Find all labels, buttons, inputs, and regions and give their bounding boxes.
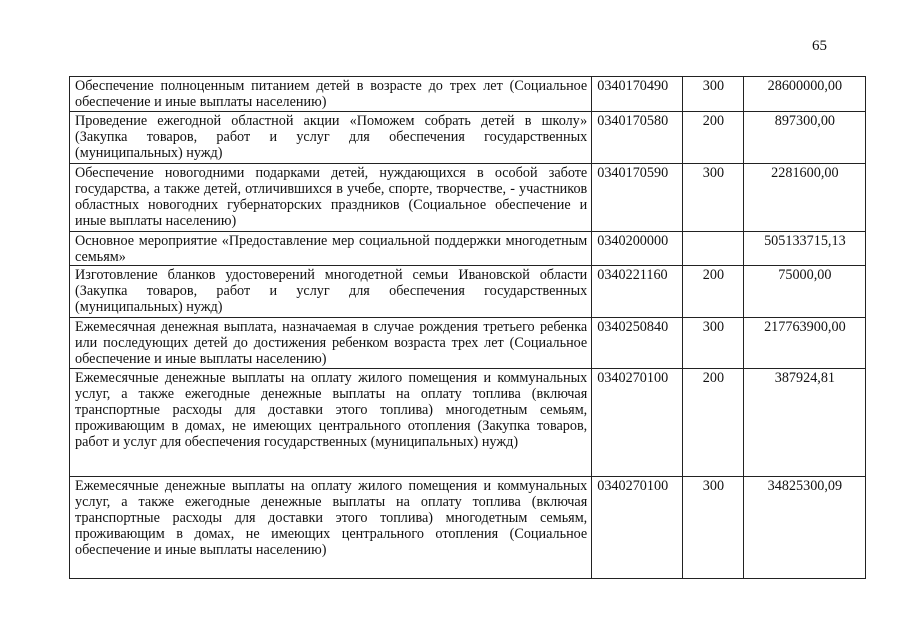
expense-description: Основное мероприятие «Предоставление мер социальной поддержки многодетным семьям» xyxy=(70,232,592,266)
target-article-code: 0340200000 xyxy=(592,232,683,266)
table-row xyxy=(70,112,866,164)
expense-type-code xyxy=(683,232,744,266)
expense-type-code: 300 xyxy=(683,77,744,112)
expense-type-code: 300 xyxy=(683,477,744,579)
table-row xyxy=(70,232,866,266)
target-article-code: 0340170590 xyxy=(592,164,683,232)
target-article-code: 0340221160 xyxy=(592,266,683,318)
amount: 217763900,00 xyxy=(743,318,865,369)
target-article-code: 0340250840 xyxy=(592,318,683,369)
table-row xyxy=(70,369,866,477)
target-article-code: 0340270100 xyxy=(592,369,683,477)
amount: 34825300,09 xyxy=(743,477,865,579)
expense-type-code: 300 xyxy=(683,318,744,369)
expense-description: Ежемесячные денежные выплаты на оплату жилого помещения и коммунальных услуг, а также ежегодные денежные выплаты на оплату топлива (включая транспортные расходы для доставки этого топлива) многодетным семьям, проживающим в домах, не имеющих центрального отопления (Закупка товаров, работ и услуг для обеспечения государственных (муниципальных) нужд) xyxy=(70,369,592,477)
expense-description: Изготовление бланков удостоверений многодетной семьи Ивановской области (Закупка товаров, работ и услуг для обеспечения государственных (муниципальных) нужд) xyxy=(70,266,592,318)
table-row xyxy=(70,164,866,232)
target-article-code: 0340170580 xyxy=(592,112,683,164)
amount: 505133715,13 xyxy=(743,232,865,266)
page-number: 65 xyxy=(812,38,827,54)
expense-description: Проведение ежегодной областной акции «Поможем собрать детей в школу» (Закупка товаров, работ и услуг для обеспечения государственных (муниципальных) нужд) xyxy=(70,112,592,164)
expense-type-code: 200 xyxy=(683,112,744,164)
target-article-code: 0340170490 xyxy=(592,77,683,112)
amount: 897300,00 xyxy=(743,112,865,164)
expense-type-code: 200 xyxy=(683,266,744,318)
budget-table xyxy=(69,76,866,579)
expense-description: Обеспечение полноценным питанием детей в возрасте до трех лет (Социальное обеспечение и иные выплаты населению) xyxy=(70,77,592,112)
table-row xyxy=(70,266,866,318)
expense-description: Ежемесячная денежная выплата, назначаемая в случае рождения третьего ребенка или последующих детей до достижения ребенком возраста трех лет (Социальное обеспечение и иные выплаты населению) xyxy=(70,318,592,369)
amount: 2281600,00 xyxy=(743,164,865,232)
amount: 387924,81 xyxy=(743,369,865,477)
expense-description: Ежемесячные денежные выплаты на оплату жилого помещения и коммунальных услуг, а также ежегодные денежные выплаты на оплату топлива (включая транспортные расходы для доставки этого топлива) многодетным семьям, проживающим в домах, не имеющих центрального отопления (Социальное обеспечение и иные выплаты населению) xyxy=(70,477,592,579)
expense-description: Обеспечение новогодними подарками детей, нуждающихся в особой заботе государства, а также детей, отличившихся в учебе, спорте, творчестве, - участников областных новогодних губернаторских праздников (Социальное обеспечение и иные выплаты населению) xyxy=(70,164,592,232)
amount: 75000,00 xyxy=(743,266,865,318)
target-article-code: 0340270100 xyxy=(592,477,683,579)
amount: 28600000,00 xyxy=(743,77,865,112)
table-row xyxy=(70,318,866,369)
table-row xyxy=(70,477,866,579)
table-row xyxy=(70,77,866,112)
expense-type-code: 300 xyxy=(683,164,744,232)
expense-type-code: 200 xyxy=(683,369,744,477)
